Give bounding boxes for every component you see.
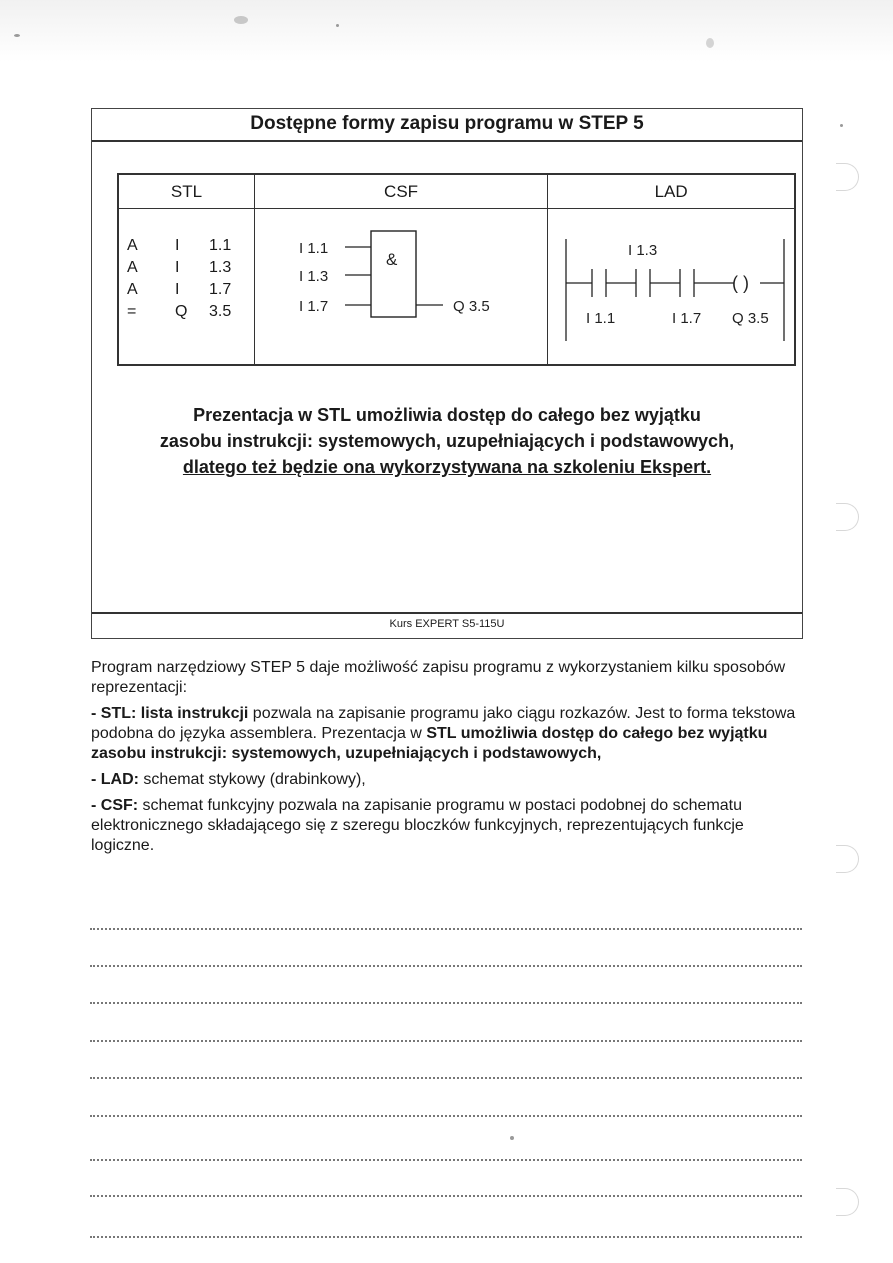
note-line [90,965,802,967]
column-header-stl: STL [118,174,254,209]
stl-paragraph [91,704,806,764]
stl-op: A [127,259,138,276]
punch-hole [836,1188,859,1216]
stl-term: - STL: lista instrukcji [91,705,249,722]
stl-cell [118,209,254,366]
punch-hole [836,845,859,873]
punch-hole [836,163,859,191]
lad-term: - LAD: [91,771,139,788]
lad-diagram [548,209,796,364]
slide-message-line: Prezentacja w STL umożliwia dostęp do całego bez wyjątku [193,405,701,425]
slide-footer-rule [92,612,802,614]
note-line [90,1195,802,1197]
stl-listing [127,235,243,323]
note-line [90,928,802,930]
note-line [90,1159,802,1161]
slide-frame [91,108,803,639]
note-line [90,1115,802,1117]
note-line [90,1077,802,1079]
scan-speck [510,1136,514,1140]
scan-speck [234,16,248,24]
csf-input-label: I 1.7 [298,298,329,315]
scan-speck [14,34,20,37]
csf-paragraph [91,796,806,856]
stl-operand: I [175,281,180,298]
csf-description: schemat funkcyjny pozwala na zapisanie programu w postaci podobnej do schematu elektronicznego składającego się z szeregu bloczków funkcyjnych, reprezentujących funkcje logiczne. [91,797,744,854]
lad-cell [548,209,795,366]
stl-op: A [127,237,138,254]
lad-contact-label: I 1.3 [628,242,658,259]
scan-speck [840,124,843,127]
slide-message [92,402,802,480]
forms-table [117,173,796,366]
slide-footer: Kurs EXPERT S5-115U [389,618,505,630]
scan-top-shadow [0,0,893,62]
intro-paragraph: Program narzędziowy STEP 5 daje możliwość zapisu programu z wykorzystaniem kilku sposobów reprezentacji: [91,659,786,696]
and-gate-symbol: & [385,250,398,269]
csf-term: - CSF: [91,797,139,814]
note-line [90,1040,802,1042]
slide-title: Dostępne formy zapisu programu w STEP 5 [92,109,802,142]
stl-row [127,301,243,323]
slide-message-line-underlined: dlatego też będzie ona wykorzystywana na szkoleniu Ekspert. [182,457,712,477]
punch-hole [836,503,859,531]
lad-contact-label: I 1.7 [672,310,702,327]
scan-speck [336,24,339,27]
and-gate-box [371,231,416,317]
note-line [90,1236,802,1238]
stl-operand: Q [175,303,188,320]
stl-emphasis: STL umożliwia dostęp do całego bez wyjątku zasobu instrukcji: systemowych, uzupełniających i podstawowych, [91,725,768,762]
csf-diagram [255,209,550,364]
lad-description: schemat stykowy (drabinkowy), [138,771,366,788]
stl-address: 1.1 [209,237,232,254]
slide-message-line: zasobu instrukcji: systemowych, uzupełniających i podstawowych, [159,431,735,451]
stl-op: = [127,303,137,320]
lad-coil-label: Q 3.5 [732,310,769,327]
stl-row [127,279,243,301]
stl-op: A [127,281,138,298]
stl-address: 1.3 [209,259,232,276]
csf-input-label: I 1.1 [298,240,329,257]
lad-coil: ( ) [732,273,750,293]
lad-contact-label: I 1.1 [586,310,616,327]
lad-paragraph [91,770,806,790]
stl-address: 1.7 [209,281,232,298]
csf-output-label: Q 3.5 [452,298,490,315]
stl-address: 3.5 [209,303,232,320]
csf-cell [254,209,547,366]
stl-description: pozwala na zapisanie programu jako ciągu rozkazów. Jest to forma tekstowa podobna do języka assemblera. Prezentacja w [91,705,796,742]
scan-speck [706,38,714,48]
column-header-lad: LAD [548,174,795,209]
column-header-csf: CSF [254,174,547,209]
stl-row [127,257,243,279]
stl-row [127,235,243,257]
stl-operand: I [175,259,180,276]
description-text [91,658,806,862]
note-line [90,1002,802,1004]
stl-operand: I [175,237,180,254]
csf-input-label: I 1.3 [298,268,329,285]
